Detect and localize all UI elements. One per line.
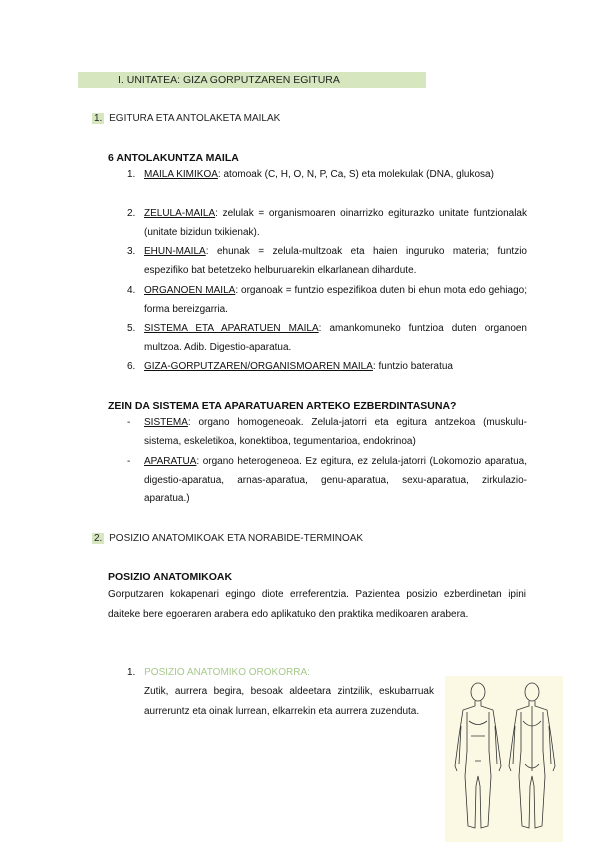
level-item-description: : amankomuneko funtzioa duten organoen multzoa. Adib. Digestio-aparatua. [144,323,527,353]
level-item-term: EHUN-MAILA [144,246,206,257]
position-item-colon: : [307,667,310,678]
position-item-number: 1. [127,667,136,678]
level-item-number: 2. [127,208,136,219]
positions-paragraph: Gorputzaren kokapenari egingo diote erreferentzia. Pazientea posizio ezberdinetan ipini daiteke bere egoeraren arabera edo aplikatuko den praktika medikoaren arabera. [108,589,526,620]
level-item-term: ORGANOEN MAILA [144,285,236,296]
level-item [127,358,527,377]
difference-item-text [144,414,527,451]
dash-bullet: - [127,417,131,428]
difference-item-description: : organo heterogeneoa. Ez egitura, ez zelula-jatorri (Lokomozio aparatua, digestio-aparatua, arnas-aparatua, genu-aparatua, sexu-aparatua, zirkulazio-aparatua.) [144,456,527,504]
section-1-number: 1. [94,113,103,124]
level-item [127,282,527,319]
dash-bullet: - [127,456,131,467]
level-item-number: 3. [127,246,136,257]
level-item-number: 6. [127,361,136,372]
section-2-title: POSIZIO ANATOMIKOAK ETA NORABIDE-TERMINOAK [109,533,364,544]
difference-item-term: APARATUA [144,456,197,467]
level-item [127,205,527,242]
level-item-description: : atomoak (C, H, O, N, P, Ca, S) eta molekulak (DNA, glukosa) [217,169,494,180]
question-heading: ZEIN DA SISTEMA ETA APARATUAREN ARTEKO EZBERDINTASUNA? [108,400,457,412]
difference-item [127,414,527,451]
section-2-number: 2. [94,533,103,544]
anatomical-figure [445,676,563,842]
difference-item-text [144,453,527,509]
level-item-description: : zelulak = organismoaren oinarrizko egiturazko unitate funtzionalak (unitate bizidun txikienak). [144,208,527,238]
section-1-heading [92,113,280,124]
position-item-header [127,667,310,678]
level-item-description: : organoak = funtzio espezifikoa duten bi ehun mota edo gehiago; forma bereizgarria. [144,285,527,315]
section-2-heading [92,533,363,544]
level-item-text [144,205,527,242]
page-title: I. UNITATEA: GIZA GORPUTZAREN EGITURA [118,74,340,86]
body-outline-icon [445,676,563,842]
level-item [127,243,527,280]
level-item-description: : ehunak = zelula-multzoak eta haien inguruko materia; funtzio espezifiko bat betetzeko helburuarekin elkarlanean dihardute. [144,246,527,276]
level-item-term: SISTEMA ETA APARATUEN MAILA [144,323,319,334]
level-item-text [144,282,527,319]
position-item-text: Zutik, aurrera begira, besoak aldeetara zintzilik, eskubarruak aurreruntz eta oinak lurrean, elkarrekin eta aurrera zuzenduta. [144,686,434,717]
difference-item-description: : organo homogeneoak. Zelula-jatorri eta egitura antzekoa (muskulu-sistema, eskeletikoa, konektiboa, tegumentarioa, endokrinoa) [144,417,527,447]
level-item [127,320,527,357]
level-item-term: ZELULA-MAILA [144,208,216,219]
level-item-term: GIZA-GORPUTZAREN/ORGANISMOAREN MAILA [144,361,373,372]
section-1-title: EGITURA ETA ANTOLAKETA MAILAK [109,113,281,124]
level-item-text [144,166,527,185]
position-item-title: POSIZIO ANATOMIKO OROKORRA [144,667,308,678]
level-item-number: 5. [127,323,136,334]
subheading-positions: POSIZIO ANATOMIKOAK [108,571,233,583]
level-item-text [144,243,527,280]
level-item-description: : funtzio bateratua [372,361,453,372]
level-item-text [144,358,527,377]
subheading-levels: 6 ANTOLAKUNTZA MAILA [108,152,239,164]
level-item-term: MAILA KIMIKOA [144,169,218,180]
difference-item-term: SISTEMA [144,417,188,428]
level-item [127,166,527,185]
level-item-text [144,320,527,357]
difference-item [127,453,527,509]
level-item-number: 4. [127,285,136,296]
level-item-number: 1. [127,169,136,180]
